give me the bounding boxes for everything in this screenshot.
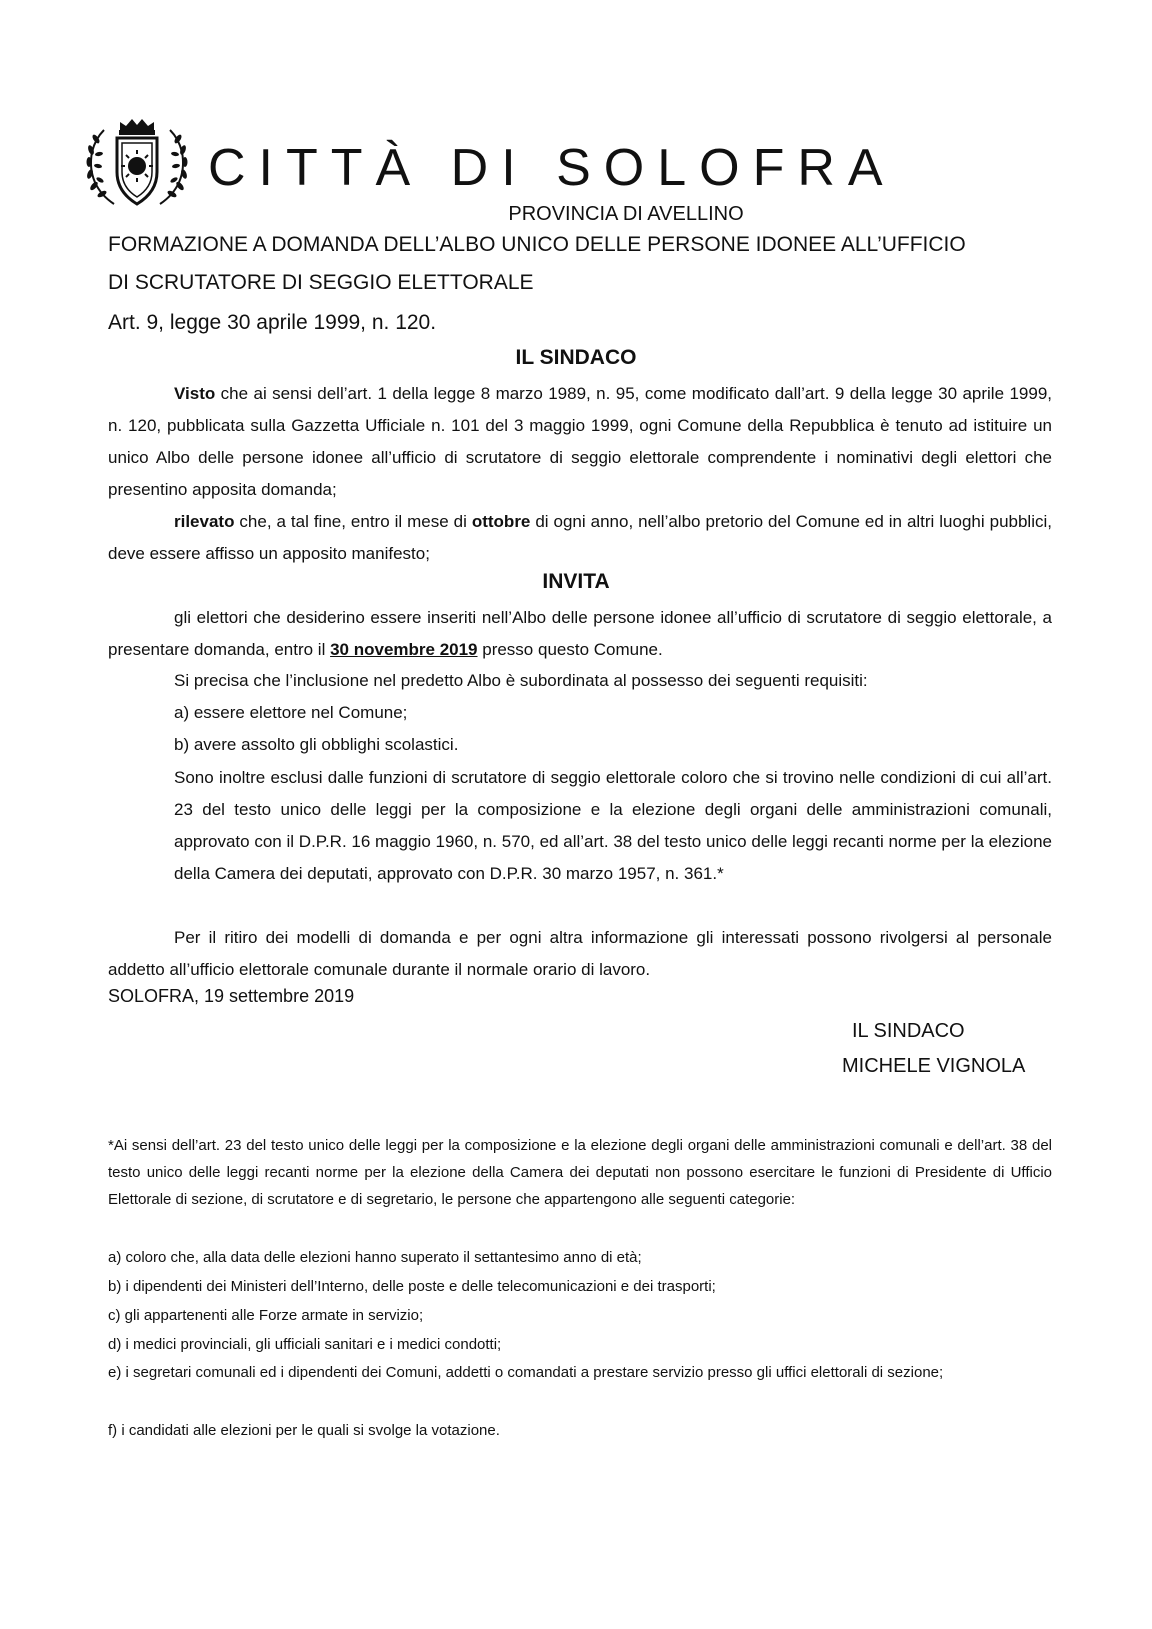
rilevato-text-1: che, a tal fine, entro il mese di xyxy=(234,512,472,531)
invita-text-1: gli elettori che desiderino essere inseriti nell’Albo delle persone idonee all’ufficio di scrutatore di seggio elettorale, a presentare domanda, entro il xyxy=(108,608,1052,659)
visto-text: che ai sensi dell’art. 1 della legge 8 marzo 1989, n. 95, come modificato dall’art. 9 della legge 30 aprile 1999, n. 120, pubblicata sulla Gazzetta Ufficiale n. 101 del 3 maggio 1999, ogni Comune della Repubblica è tenuto ad istituire un unico Albo delle persone idonee all’ufficio di scrutatore di seggio elettorale comprendente i nominativi degli elettori che presentino apposita domanda; xyxy=(108,384,1052,499)
requirements-intro: Si precisa che l’inclusione nel predetto Albo è subordinata al possesso dei seguenti requisiti: xyxy=(174,671,868,690)
info-paragraph xyxy=(108,922,1052,986)
place-date: SOLOFRA, 19 settembre 2019 xyxy=(108,986,355,1006)
info-text: Per il ritiro dei modelli di domanda e per ogni altra informazione gli interessati possono rivolgersi al personale addetto all’ufficio elettorale comunale durante il normale orario di lavoro. xyxy=(108,928,1052,979)
footnote-item: e) i segretari comunali ed i dipendenti dei Comuni, addetti o comandati a prestare servizio presso gli uffici elettorali di sezione; xyxy=(108,1364,944,1381)
footnote-intro: *Ai sensi dell’art. 23 del testo unico delle leggi per la composizione e la elezione degli organi delle amministrazioni comunali e dell’art. 38 del testo unico delle leggi recanti norme per la elezione della Camera dei deputati non possono esercitare le funzioni di Presidente di Ufficio Elettorale di sezione, di scrutatore e di segretario, le persone che appartengono alle seguenti categorie: xyxy=(108,1137,1052,1208)
footnote-item: d) i medici provinciali, gli ufficiali sanitari e i medici condotti; xyxy=(108,1336,502,1353)
rilevato-text-2: di ogni anno, nell’albo pretorio del Comune ed in altri luoghi pubblici, deve essere affisso un apposito manifesto; xyxy=(108,512,1052,563)
subject-line-1: FORMAZIONE A DOMANDA DELL’ALBO UNICO DELLE PERSONE IDONEE ALL’UFFICIO xyxy=(108,233,966,256)
rilevato-keyword: rilevato xyxy=(174,512,235,531)
footnote-item: c) gli appartenenti alle Forze armate in servizio; xyxy=(108,1307,424,1324)
rilevato-month: ottobre xyxy=(471,512,531,531)
province-subtitle: PROVINCIA DI AVELLINO xyxy=(508,203,744,225)
city-title: CITTÀ DI SOLOFRA xyxy=(208,139,896,197)
footnote-item: b) i dipendenti dei Ministeri dell’Interno, delle poste e delle telecomunicazioni e dei trasporti; xyxy=(108,1278,716,1295)
city-crest-icon xyxy=(84,116,190,212)
footnote-item: a) coloro che, alla data delle elezioni hanno superato il settantesimo anno di età; xyxy=(108,1249,642,1266)
visto-keyword: Visto xyxy=(174,384,216,403)
invita-paragraph xyxy=(108,602,1052,666)
requirement-item: b) avere assolto gli obblighi scolastici. xyxy=(174,735,459,754)
signature-title: IL SINDACO xyxy=(852,1020,965,1042)
subject-line-2: DI SCRUTATORE DI SEGGIO ELETTORALE xyxy=(108,271,534,294)
footnote-item: f) i candidati alle elezioni per le quali si svolge la votazione. xyxy=(108,1422,500,1439)
visto-paragraph xyxy=(108,378,1052,506)
rilevato-paragraph xyxy=(108,506,1052,570)
requirement-item: a) essere elettore nel Comune; xyxy=(174,703,408,722)
mayor-heading: IL SINDACO xyxy=(515,346,637,369)
invita-heading: INVITA xyxy=(542,570,610,593)
law-reference: Art. 9, legge 30 aprile 1999, n. 120. xyxy=(108,311,437,334)
invita-text-2: presso questo Comune. xyxy=(477,640,663,659)
signature-name: MICHELE VIGNOLA xyxy=(842,1055,1026,1077)
deadline-date: 30 novembre 2019 xyxy=(330,640,478,659)
exclusions-paragraph: Sono inoltre esclusi dalle funzioni di scrutatore di seggio elettorale coloro che si trovino nelle condizioni di cui all’art. 23 del testo unico delle leggi per la composizione e la elezione degli organi delle amministrazioni comunali, approvato con il D.P.R. 16 maggio 1960, n. 570, ed all’art. 38 del testo unico delle leggi recanti norme per la elezione della Camera dei deputati, approvato con D.P.R. 30 marzo 1957, n. 361.* xyxy=(174,768,1052,883)
